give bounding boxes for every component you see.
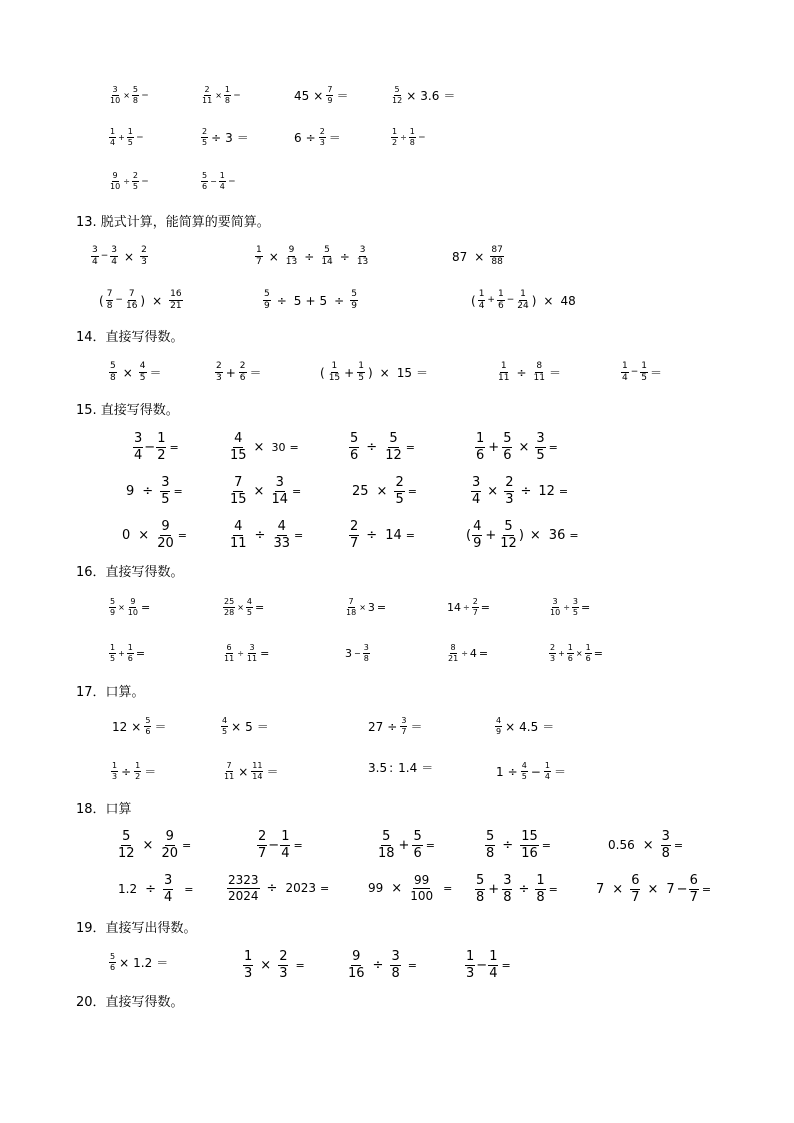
problem-16-1: $\frac{5}{9}$ × $\frac{9}{10}$ = — [110, 597, 151, 618]
fraction: $\frac{2}{5}$ — [132, 171, 138, 192]
fraction: $\frac{5}{6}$ — [202, 171, 208, 192]
fraction: $\frac{3}{13}$ — [356, 245, 369, 268]
heading-17: 17．口算。 — [76, 685, 145, 700]
fraction: $\frac{3}{4}$ — [134, 431, 143, 463]
problem-15-9: 0 × $\frac{9}{20}$ = — [122, 519, 187, 551]
problem-12-1: $\frac{3}{10}$ × $\frac{5}{8}$ ＝ — [110, 85, 149, 106]
fraction: $\frac{9}{13}$ — [285, 245, 298, 268]
problem-18-10: 7 × $\frac{6}{7}$ × 7 − $\frac{6}{7}$ = — [596, 873, 712, 905]
fraction: $\frac{1}{5}$ — [641, 361, 648, 384]
problem-15-1: $\frac{3}{4}$ − $\frac{1}{2}$ = — [134, 431, 179, 463]
fraction: $\frac{4}{5}$ — [246, 597, 252, 618]
problem-17-2: $\frac{4}{5}$ × 5 ＝ — [222, 716, 269, 737]
fraction: $\frac{3}{11}$ — [246, 643, 258, 664]
fraction: $\frac{5}{9}$ — [351, 289, 357, 312]
problem-15-3: $\frac{5}{6}$ ÷ $\frac{5}{12}$ = — [350, 431, 415, 463]
fraction: $\frac{1}{2}$ — [157, 431, 166, 463]
fraction: $\frac{7}{18}$ — [346, 597, 357, 618]
fraction: $\frac{1}{5}$ — [127, 127, 133, 148]
fraction: $\frac{25}{28}$ — [224, 597, 235, 618]
fraction: $\frac{3}{4}$ — [164, 873, 173, 905]
problem-14-1: $\frac{5}{8}$ × $\frac{4}{5}$ ＝ — [110, 361, 162, 384]
problem-16-8: 3 − $\frac{3}{8}$ — [345, 643, 369, 664]
fraction: $\frac{1}{3}$ — [112, 761, 118, 782]
problem-18-4: $\frac{5}{8}$ ÷ $\frac{15}{16}$ = — [486, 829, 551, 861]
fraction: $\frac{1}{4}$ — [110, 127, 116, 148]
fraction: $\frac{5}{8}$ — [132, 85, 138, 106]
fraction: $\frac{2}{3}$ — [319, 127, 325, 148]
problem-18-1: $\frac{5}{12}$ × $\frac{9}{20}$ = — [118, 829, 192, 861]
fraction: $\frac{9}{16}$ — [348, 949, 365, 981]
problem-12-8: $\frac{1}{2}$ ÷ $\frac{1}{8}$ ＝ — [392, 127, 426, 148]
problem-19-1: $\frac{5}{6}$ × 1.2 ＝ — [110, 952, 169, 973]
fraction: $\frac{5}{8}$ — [476, 873, 485, 905]
fraction: $\frac{1}{8}$ — [409, 127, 415, 148]
problem-18-9: $\frac{5}{8}$ + $\frac{3}{8}$ ÷ $\frac{1}{8}$ = — [476, 873, 558, 905]
problem-18-6: 1.2 ÷ $\frac{3}{4}$ = — [118, 873, 194, 905]
fraction: $\frac{2323}{2024}$ — [228, 873, 259, 903]
problem-13-3: 87 × $\frac{87}{88}$ — [452, 245, 503, 268]
fraction: $\frac{15}{16}$ — [521, 829, 538, 861]
fraction: $\frac{3}{5}$ — [536, 431, 545, 463]
fraction: $\frac{2}{3}$ — [279, 949, 288, 981]
problem-18-2: $\frac{2}{7}$ − $\frac{1}{4}$ = — [258, 829, 303, 861]
fraction: $\frac{5}{12}$ — [118, 829, 135, 861]
fraction: $\frac{2}{7}$ — [350, 519, 359, 551]
fraction: $\frac{8}{11}$ — [533, 361, 545, 384]
fraction: $\frac{1}{5}$ — [110, 643, 116, 664]
fraction: $\frac{2}{7}$ — [472, 597, 478, 618]
fraction: $\frac{5}{9}$ — [264, 289, 270, 312]
fraction: $\frac{3}{8}$ — [503, 873, 512, 905]
fraction: $\frac{5}{8}$ — [486, 829, 495, 861]
problem-12-6: $\frac{2}{5}$ ÷ 3 ＝ — [202, 127, 249, 148]
fraction: $\frac{6}{7}$ — [631, 873, 640, 905]
heading-18: 18．口算 — [76, 802, 132, 817]
problem-12-4: $\frac{5}{12}$ × 3.6 ＝ — [392, 85, 456, 106]
fraction: $\frac{9}{20}$ — [161, 829, 178, 861]
fraction: $\frac{3}{10}$ — [110, 85, 121, 106]
problem-15-8: $\frac{3}{4}$ × $\frac{2}{3}$ ÷ 12 = — [472, 475, 569, 507]
fraction: $\frac{1}{15}$ — [328, 361, 341, 384]
fraction: $\frac{2}{3}$ — [216, 361, 222, 384]
problem-13-2: $\frac{1}{7}$ × $\frac{9}{13}$ ÷ $\frac{5}{14}$ ÷ $\frac{3}{13}$ — [256, 245, 369, 268]
problem-12-5: $\frac{1}{4}$ + $\frac{1}{5}$ ＝ — [110, 127, 144, 148]
fraction: $\frac{1}{24}$ — [517, 289, 529, 312]
fraction: $\frac{3}{4}$ — [92, 245, 98, 268]
problem-16-10: $\frac{2}{3}$ + $\frac{1}{6}$ × $\frac{1}{6}$ = — [550, 643, 603, 664]
problem-15-11: $\frac{2}{7}$ ÷ 14 = — [350, 519, 415, 551]
fraction: $\frac{7}{8}$ — [106, 289, 113, 312]
fraction: $\frac{5}{6}$ — [413, 829, 422, 861]
fraction: $\frac{99}{100}$ — [410, 873, 434, 903]
fraction: $\frac{1}{7}$ — [256, 245, 262, 268]
fraction: $\frac{3}{10}$ — [550, 597, 561, 618]
fraction: $\frac{9}{10}$ — [110, 171, 121, 192]
problem-14-4: $\frac{1}{11}$ ÷ $\frac{8}{11}$ ＝ — [498, 361, 561, 384]
fraction: $\frac{4}{9}$ — [496, 716, 502, 737]
problem-17-7: 3.5 : 1.4 ＝ — [368, 761, 434, 775]
fraction: $\frac{7}{11}$ — [224, 761, 235, 782]
problem-16-7: $\frac{6}{11}$ ÷ $\frac{3}{11}$ = — [224, 643, 270, 664]
fraction: $\frac{5}{6}$ — [145, 716, 151, 737]
fraction: $\frac{6}{11}$ — [224, 643, 235, 664]
fraction: $\frac{4}{33}$ — [273, 519, 290, 551]
problem-12-9: $\frac{9}{10}$ ÷ $\frac{2}{5}$ ＝ — [110, 171, 149, 192]
fraction: $\frac{6}{7}$ — [689, 873, 698, 905]
problem-18-7: $\frac{2323}{2024}$ ÷ 2023 = — [228, 873, 330, 903]
problem-13-1: $\frac{3}{4}$ − $\frac{3}{4}$ × $\frac{2}{3}$ — [92, 245, 147, 268]
fraction: $\frac{9}{20}$ — [157, 519, 174, 551]
fraction: $\frac{3}{5}$ — [572, 597, 578, 618]
fraction: $\frac{5}{6}$ — [110, 952, 116, 973]
problem-14-3: ( $\frac{1}{15}$ + $\frac{1}{5}$ ) × 15 ＝ — [320, 361, 428, 384]
fraction: $\frac{2}{7}$ — [258, 829, 267, 861]
problem-15-7: 25 × $\frac{2}{5}$ = — [352, 475, 417, 507]
problem-12-10: $\frac{5}{6}$ − $\frac{1}{4}$ ＝ — [202, 171, 236, 192]
fraction: $\frac{4}{9}$ — [473, 519, 482, 551]
fraction: $\frac{3}{8}$ — [391, 949, 400, 981]
fraction: $\frac{3}{14}$ — [271, 475, 288, 507]
fraction: $\frac{1}{3}$ — [466, 949, 475, 981]
fraction: $\frac{5}{6}$ — [503, 431, 512, 463]
heading-16: 16．直接写得数。 — [76, 565, 184, 580]
problem-14-5: $\frac{1}{4}$ − $\frac{1}{5}$ ＝ — [622, 361, 663, 384]
problem-19-2: $\frac{1}{3}$ × $\frac{2}{3}$ = — [244, 949, 305, 981]
fraction: $\frac{1}{8}$ — [536, 873, 545, 905]
fraction: $\frac{1}{6}$ — [585, 643, 591, 664]
problem-16-4: 14 ÷ $\frac{2}{7}$ = — [447, 597, 491, 618]
fraction: $\frac{4}{15}$ — [230, 431, 247, 463]
fraction: $\frac{1}{5}$ — [358, 361, 364, 384]
problem-16-3: $\frac{7}{18}$ × 3 = — [346, 597, 387, 618]
problem-19-4: $\frac{1}{3}$ − $\frac{1}{4}$ = — [466, 949, 511, 981]
problem-13-5: $\frac{5}{9}$ ÷ 5 + 5 ÷ $\frac{5}{9}$ — [264, 289, 357, 312]
problem-16-5: $\frac{3}{10}$ ÷ $\frac{3}{5}$ = — [550, 597, 591, 618]
fraction: $\frac{1}{8}$ — [224, 85, 230, 106]
fraction: $\frac{7}{9}$ — [327, 85, 333, 106]
fraction: $\frac{4}{5}$ — [521, 761, 527, 782]
fraction: $\frac{5}{14}$ — [321, 245, 333, 268]
problem-15-10: $\frac{4}{11}$ ÷ $\frac{4}{33}$ = — [230, 519, 304, 551]
problem-18-8: 99 × $\frac{99}{100}$ = — [368, 873, 453, 903]
fraction: $\frac{3}{5}$ — [161, 475, 170, 507]
problem-16-9: $\frac{8}{21}$ ÷ 4 = — [448, 643, 489, 664]
fraction: $\frac{5}{9}$ — [110, 597, 116, 618]
problem-17-8: 1 ÷ $\frac{4}{5}$ − $\frac{1}{4}$ ＝ — [496, 761, 566, 782]
problem-12-2: $\frac{2}{11}$ × $\frac{1}{8}$ ＝ — [202, 85, 241, 106]
problem-16-2: $\frac{25}{28}$ × $\frac{4}{5}$ = — [224, 597, 265, 618]
fraction: $\frac{1}{4}$ — [219, 171, 225, 192]
fraction: $\frac{1}{4}$ — [489, 949, 498, 981]
fraction: $\frac{2}{3}$ — [505, 475, 514, 507]
problem-18-5: 0.56 × $\frac{3}{8}$ = — [608, 829, 684, 861]
problem-13-6: ( $\frac{1}{4}$ + $\frac{1}{6}$ − $\frac{1}{24}$ ) × 48 — [471, 289, 576, 312]
fraction: $\frac{8}{21}$ — [448, 643, 459, 664]
problem-17-3: 27 ÷ $\frac{3}{7}$ ＝ — [368, 716, 423, 737]
problem-19-3: $\frac{9}{16}$ ÷ $\frac{3}{8}$ = — [348, 949, 417, 981]
fraction: $\frac{2}{6}$ — [239, 361, 246, 384]
problem-18-3: $\frac{5}{18}$ + $\frac{5}{6}$ = — [378, 829, 435, 861]
fraction: $\frac{5}{18}$ — [378, 829, 395, 861]
fraction: $\frac{4}{11}$ — [230, 519, 247, 551]
fraction: $\frac{4}{5}$ — [222, 716, 228, 737]
fraction: $\frac{3}{4}$ — [472, 475, 481, 507]
fraction: $\frac{87}{88}$ — [491, 245, 503, 268]
problem-17-4: $\frac{4}{9}$ × 4.5 ＝ — [496, 716, 555, 737]
fraction: $\frac{3}{8}$ — [661, 829, 670, 861]
fraction: $\frac{5}{12}$ — [500, 519, 517, 551]
fraction: $\frac{2}{11}$ — [202, 85, 213, 106]
problem-17-1: 12 × $\frac{5}{6}$ ＝ — [112, 716, 167, 737]
fraction: $\frac{5}{12}$ — [385, 431, 402, 463]
fraction: $\frac{16}{21}$ — [170, 289, 182, 312]
fraction: $\frac{2}{5}$ — [202, 127, 208, 148]
fraction: $\frac{1}{3}$ — [244, 949, 253, 981]
fraction: $\frac{5}{8}$ — [110, 361, 116, 384]
fraction: $\frac{1}{2}$ — [135, 761, 141, 782]
fraction: $\frac{1}{4}$ — [281, 829, 290, 861]
fraction: $\frac{1}{6}$ — [476, 431, 485, 463]
fraction: $\frac{1}{2}$ — [392, 127, 398, 148]
fraction: $\frac{3}{7}$ — [401, 716, 407, 737]
heading-13: 13. 脱式计算，能简算的要简算。 — [76, 215, 270, 230]
fraction: $\frac{7}{16}$ — [125, 289, 138, 312]
problem-16-6: $\frac{1}{5}$ + $\frac{1}{6}$ = — [110, 643, 146, 664]
heading-14: 14．直接写得数。 — [76, 330, 184, 345]
fraction: $\frac{1}{11}$ — [498, 361, 510, 384]
fraction: $\frac{1}{4}$ — [478, 289, 485, 312]
fraction: $\frac{5}{12}$ — [392, 85, 403, 106]
heading-20: 20．直接写得数。 — [76, 995, 184, 1010]
fraction: $\frac{4}{5}$ — [139, 361, 146, 384]
problem-15-4: $\frac{1}{6}$ + $\frac{5}{6}$ × $\frac{3}{5}$ = — [476, 431, 558, 463]
fraction: $\frac{1}{4}$ — [622, 361, 628, 384]
fraction: $\frac{7}{15}$ — [230, 475, 247, 507]
fraction: $\frac{1}{4}$ — [544, 761, 550, 782]
fraction: $\frac{1}{6}$ — [567, 643, 573, 664]
fraction: $\frac{3}{4}$ — [111, 245, 118, 268]
problem-15-5: 9 ÷ $\frac{3}{5}$ = — [126, 475, 183, 507]
fraction: $\frac{9}{10}$ — [127, 597, 138, 618]
problem-12-3: 45 × $\frac{7}{9}$ ＝ — [294, 85, 349, 106]
fraction: $\frac{1}{6}$ — [127, 643, 133, 664]
heading-19: 19．直接写出得数。 — [76, 921, 197, 936]
fraction: $\frac{2}{5}$ — [395, 475, 404, 507]
problem-15-2: $\frac{4}{15}$ × 30 = — [230, 431, 299, 463]
problem-13-4: ( $\frac{7}{8}$ − $\frac{7}{16}$ ) × $\frac{16}{21}$ — [99, 289, 182, 312]
fraction: $\frac{2}{3}$ — [141, 245, 147, 268]
fraction: $\frac{1}{6}$ — [497, 289, 504, 312]
problem-12-7: 6 ÷ $\frac{2}{3}$ ＝ — [294, 127, 341, 148]
fraction: $\frac{3}{8}$ — [363, 643, 369, 664]
problem-15-12: ( $\frac{4}{9}$ + $\frac{5}{12}$ ) × 36 = — [466, 519, 579, 551]
problem-17-6: $\frac{7}{11}$ × $\frac{11}{14}$ ＝ — [224, 761, 279, 782]
heading-15: 15. 直接写得数。 — [76, 403, 179, 418]
fraction: $\frac{5}{6}$ — [350, 431, 359, 463]
problem-15-6: $\frac{7}{15}$ × $\frac{3}{14}$ = — [230, 475, 302, 507]
fraction: $\frac{2}{3}$ — [550, 643, 556, 664]
problem-14-2: $\frac{2}{3}$ + $\frac{2}{6}$ ＝ — [216, 361, 262, 384]
problem-17-5: $\frac{1}{3}$ ÷ $\frac{1}{2}$ ＝ — [112, 761, 157, 782]
fraction: $\frac{11}{14}$ — [252, 761, 263, 782]
